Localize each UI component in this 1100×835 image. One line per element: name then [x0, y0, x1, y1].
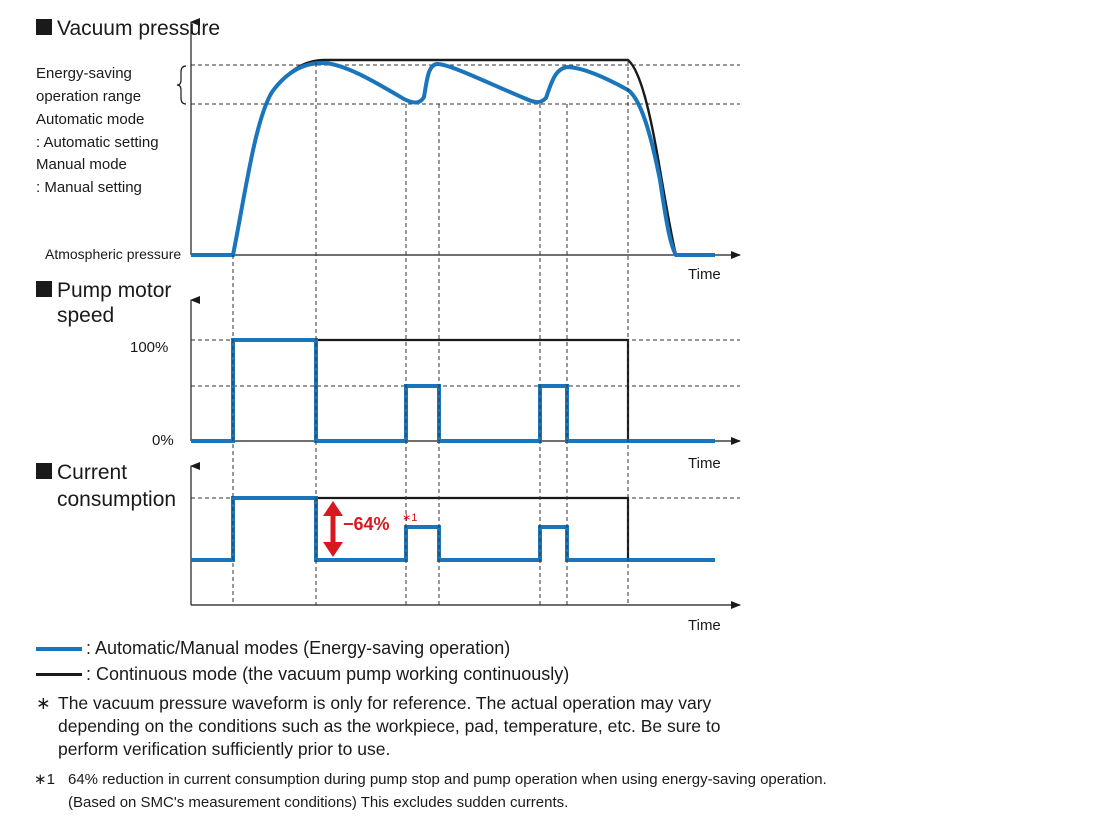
legend-automatic [36, 638, 510, 659]
note-mark: ∗ [36, 693, 51, 713]
label-100-percent: 100% [130, 339, 169, 356]
reduction-footnote-mark: ∗1 [402, 512, 418, 524]
label-energy-saving: Energy-saving [36, 65, 132, 82]
reduction-label: −64% [343, 514, 390, 534]
vertical-guide-lines [233, 60, 628, 605]
note-line-2: depending on the conditions such as the workpiece, pad, temperature, etc. Be sure to [58, 716, 721, 736]
time-label-1: Time [688, 266, 721, 283]
footnote-mark: ∗1 [34, 771, 55, 788]
section-title-pump-motor: Pump motor [57, 279, 172, 302]
section-title-current: Current [57, 461, 128, 484]
note-line-3: perform verification sufficiently prior to use. [58, 739, 391, 759]
reduction-double-arrow [323, 501, 343, 557]
energy-saving-curve [191, 63, 715, 255]
footnote-line-1: 64% reduction in current consumption during pump stop and pump operation when using energy-saving operation. [68, 771, 827, 788]
reference-note [36, 692, 721, 761]
speed-continuous-line [191, 340, 715, 441]
section-title-speed: speed [57, 304, 115, 327]
current-energy-saving-line [191, 498, 715, 560]
section-title-consumption: consumption [57, 488, 177, 511]
time-label-2: Time [688, 455, 721, 472]
label-manual-setting: : Manual setting [36, 179, 142, 196]
label-automatic-mode: Automatic mode [36, 111, 145, 128]
label-atmospheric-pressure: Atmospheric pressure [45, 246, 182, 262]
label-automatic-setting: : Automatic setting [36, 134, 159, 151]
label-operation-range: operation range [36, 88, 142, 105]
range-brace [177, 66, 186, 104]
label-manual-mode: Manual mode [36, 156, 127, 173]
legend-black-swatch [36, 673, 82, 676]
footnote [34, 768, 827, 814]
legend-automatic-text: : Automatic/Manual modes (Energy-saving operation) [86, 638, 511, 658]
section-title-vacuum-pressure: Vacuum pressure [57, 17, 221, 40]
legend-continuous-text: : Continuous mode (the vacuum pump working continuously) [86, 664, 570, 684]
legend-blue-swatch [36, 647, 82, 651]
continuous-curve [191, 60, 715, 255]
speed-energy-saving-line [191, 340, 715, 441]
time-label-3: Time [688, 617, 721, 634]
note-line-1: The vacuum pressure waveform is only for reference. The actual operation may vary [58, 693, 712, 713]
label-0-percent: 0% [152, 432, 174, 449]
footnote-line-2: (Based on SMC's measurement conditions) This excludes sudden currents. [68, 794, 569, 811]
legend-continuous [36, 664, 569, 685]
section-marker-square-2 [36, 281, 52, 297]
section-marker-square-3 [36, 463, 52, 479]
section-marker-square [36, 19, 52, 35]
